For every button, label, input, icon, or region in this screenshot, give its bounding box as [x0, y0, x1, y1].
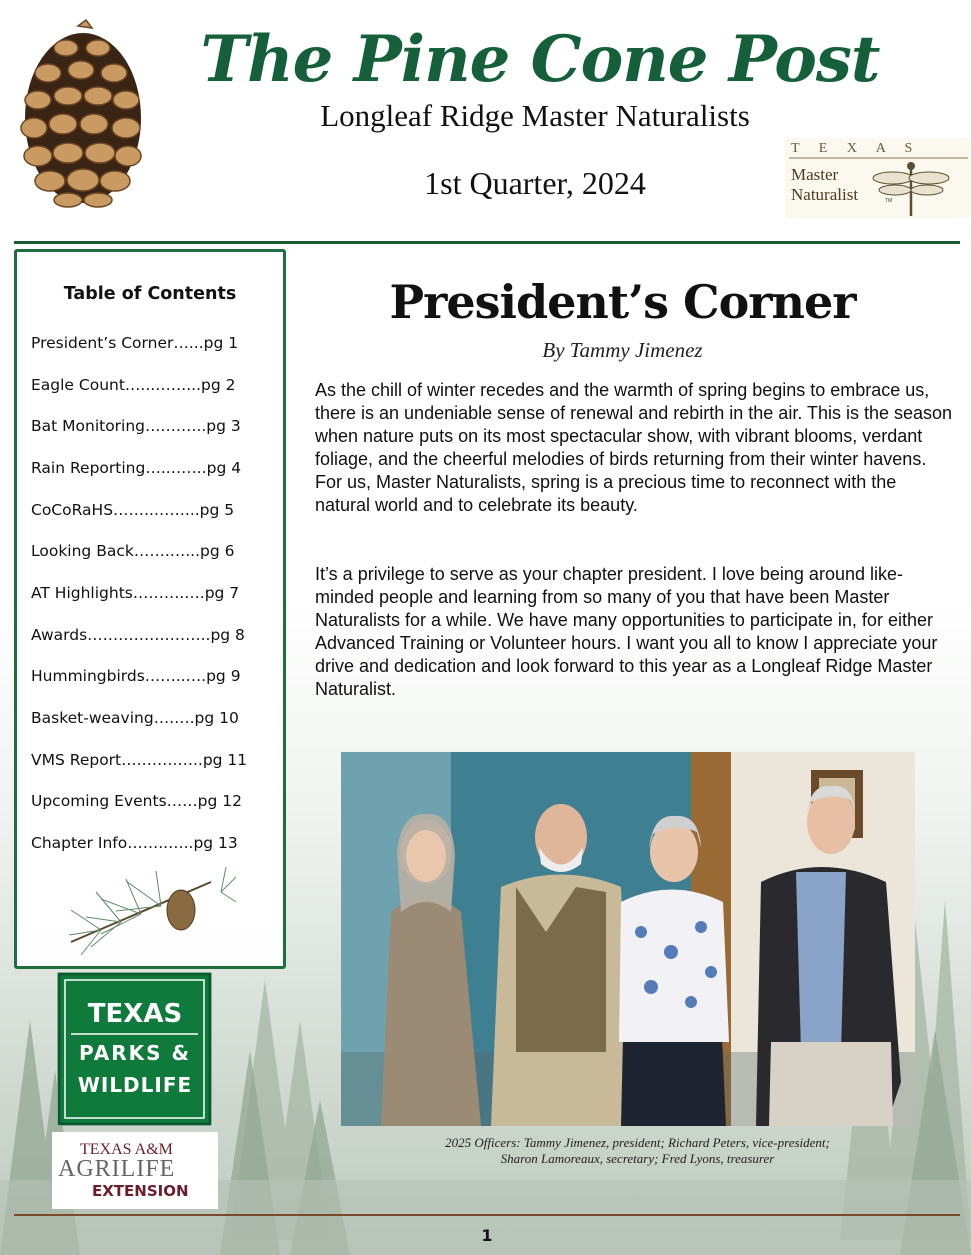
toc-item-cocorahs[interactable]: CoCoRaHS……..……...pg 5 [31, 501, 235, 519]
agrilife-extension-logo [52, 1132, 218, 1209]
page-number: 1 [481, 1226, 493, 1245]
toc-item-presidents-corner[interactable]: President’s Corner…...pg 1 [31, 334, 239, 352]
article-paragraph-2: It’s a privilege to serve as your chapter president. I love being around like-minded people and learning from so many of you that have been Master Naturalists for a while. We have many opportunities to participate in, for either Advanced Training or Volunteer hours. I want you all to know I appreciate your drive and dedication and look forward to this year as a Longleaf Ridge Master Naturalist. [315, 564, 938, 699]
officers-photo [341, 752, 915, 1126]
photo-caption-line-1: 2025 Officers: Tammy Jimenez, president; Richard Peters, vice-president; [445, 1135, 830, 1150]
newsletter-title: The Pine Cone Post [200, 22, 880, 97]
tmn-logo-tm: TM [885, 198, 893, 204]
pine-cone-image [18, 18, 148, 208]
photo-caption [340, 1135, 935, 1167]
toc-item-rain-reporting[interactable]: Rain Reporting…..…….pg 4 [31, 459, 242, 477]
agrilife-logo-agrilife: AGRILIFE [58, 1156, 176, 1182]
newsletter-subtitle: Longleaf Ridge Master Naturalists [320, 98, 750, 133]
toc-item-vms-report[interactable]: VMS Report….…….…..pg 11 [31, 751, 248, 769]
agrilife-logo-extension: EXTENSION [92, 1182, 189, 1200]
header-divider [14, 241, 960, 244]
texas-master-naturalist-logo [785, 138, 970, 218]
toc-item-chapter-info[interactable]: Chapter Info……..…..pg 13 [31, 834, 238, 852]
article-paragraph-1: As the chill of winter recedes and the warmth of spring begins to embrace us, there is an undeniable sense of renewal and rebirth in the air. This is the season when nature puts on its most spectacular show, with vibrant blooms, verdant foliage, and the cheerful melodies of birds returning from their winter havens. For us, Master Naturalists, spring is a precious time to reconnect with the natural world and to celebrate its beauty. [315, 380, 953, 515]
tpwd-logo-texas: TEXAS [87, 999, 183, 1029]
footer-divider [14, 1214, 960, 1216]
texas-parks-wildlife-logo [57, 972, 212, 1126]
toc-title: Table of Contents [63, 284, 237, 304]
toc-item-upcoming-events[interactable]: Upcoming Events……pg 12 [31, 792, 242, 810]
tmn-logo-naturalist: Naturalist [791, 185, 859, 204]
tmn-logo-texas: T E X A S [791, 141, 921, 156]
toc-item-bat-monitoring[interactable]: Bat Monitoring….……..pg 3 [31, 417, 241, 435]
toc-item-hummingbirds[interactable]: Hummingbirds……..….pg 9 [31, 667, 241, 685]
pine-sprig-illustration [61, 862, 241, 962]
tpwd-logo-wildlife: WILDLIFE [77, 1073, 193, 1097]
toc-item-at-highlights[interactable]: AT Highlights……….….pg 7 [31, 584, 240, 602]
photo-caption-line-2: Sharon Lamoreaux, secretary; Fred Lyons, treasurer [500, 1151, 775, 1166]
toc-item-basket-weaving[interactable]: Basket-weaving….….pg 10 [31, 709, 239, 727]
toc-item-eagle-count[interactable]: Eagle Count…...……...pg 2 [31, 376, 236, 394]
article-byline: By Tammy Jimenez [542, 338, 703, 362]
agrilife-logo-texas-am: TEXAS A&M [80, 1141, 173, 1158]
tmn-logo-master: Master [791, 165, 839, 184]
article-title: President’s Corner [389, 275, 856, 329]
toc-item-awards[interactable]: Awards…………….……..pg 8 [31, 626, 245, 644]
table-of-contents [14, 249, 286, 969]
issue-date: 1st Quarter, 2024 [424, 165, 646, 201]
tpwd-logo-parks: PARKS & [78, 1041, 192, 1065]
toc-item-looking-back[interactable]: Looking Back…….…...pg 6 [31, 542, 235, 560]
